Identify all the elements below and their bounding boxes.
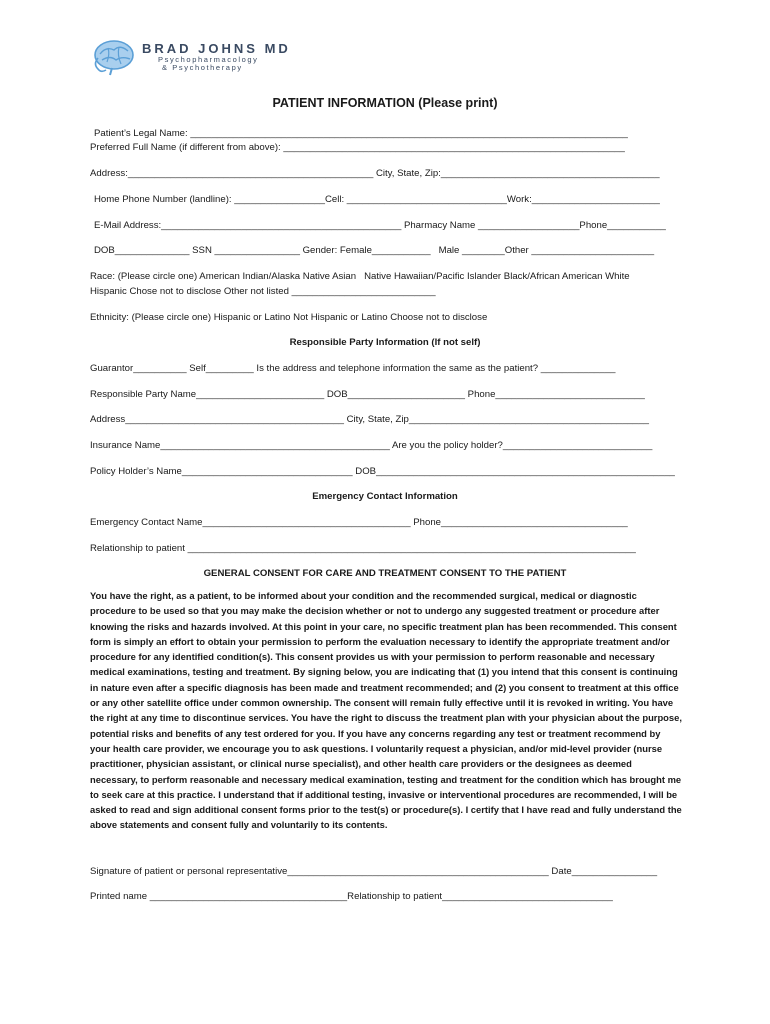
- responsible-party-heading: Responsible Party Information (If not self): [289, 337, 481, 348]
- consent-paragraph: You have the right, as a patient, to be informed about your condition and the recommended surgical, medical or diagnostic procedure to be used so that you may make the decision whether or not to undergo any suggested treatment or procedure after knowing the risks and hazards involved. At this point in your care, no specific treatment plan has been recommended. This consent form is simply an effort to obtain your permission to perform the evaluation necessary to identify the appropriate treatment and/or procedure for any identified condition(s). This consent provides us with your permission to perform reasonable and necessary medical examinations, testing and treatment. By signing below, you are indicating that (1) you intend that this consent is continuing in nature even after a specific diagnosis has been made and treatment recommended; and (2) you consent to treatment at this office or any other satellite office under common ownership. The consent will remain fully effective until it is revoked in writing. You have the right at any time to discontinue services. You have the right to discuss the treatment plan with your physician about the purpose, potential risks and benefits of any test ordered for you. If you have any concerns regarding any test or treatment recommend by your health care provider, we encourage you to ask questions. I voluntarily request a physician, and/or mid-level provider (nurse practitioner, physician assistant, or clinical nurse specialist), and other health care providers or the designees as deemed necessary, to perform reasonable and necessary medical examination, testing and treatment for the condition which has brought me to seek care at this practice. I understand that if additional testing, invasive or interventional procedures are recommended, I will be asked to read and sign additional consent forms prior to the test(s) or procedure(s). I certify that I have read and fully understand the above statements and consent fully and voluntarily to its contents.: [90, 590, 682, 831]
- brand-name: BRAD JOHNS MD: [142, 40, 291, 56]
- race-line-1: Race: (Please circle one) American Indian/Alaska Native Asian Native Hawaiian/Pacific Islander Black/African American White: [90, 271, 630, 282]
- phone-fields[interactable]: Home Phone Number (landline): _________________Cell: ______________________________Work:________________________: [94, 194, 660, 205]
- emergency-contact-heading: Emergency Contact Information: [312, 491, 458, 502]
- guarantor-field[interactable]: Guarantor__________ Self_________ Is the address and telephone information the same as the patient? ______________: [90, 363, 616, 374]
- insurance-field[interactable]: Insurance Name___________________________________________ Are you the policy holder?____________________________: [90, 440, 653, 451]
- brand-subtitle-1: Psychopharmacology: [158, 54, 259, 64]
- responsible-party-name-field[interactable]: Responsible Party Name________________________ DOB______________________ Phone____________________________: [90, 389, 645, 400]
- policy-holder-field[interactable]: Policy Holder’s Name________________________________ DOB________________________________________________________: [90, 466, 675, 477]
- address-field[interactable]: Address:______________________________________________ City, State, Zip:_________________________________________: [90, 168, 660, 179]
- brain-logo-icon: [90, 36, 136, 78]
- signature-field[interactable]: Signature of patient or personal representative_________________________________________________ Date________________: [90, 866, 658, 877]
- race-line-2[interactable]: Hispanic Chose not to disclose Other not listed ___________________________: [90, 286, 436, 297]
- brand-subtitle-2: & Psychotherapy: [162, 63, 243, 72]
- dob-ssn-gender-fields[interactable]: DOB______________ SSN ________________ Gender: Female___________ Male ________Other _______________________: [94, 245, 655, 256]
- relationship-field[interactable]: Relationship to patient ____________________________________________________________________________________: [90, 543, 636, 554]
- legal-name-field[interactable]: Patient’s Legal Name: __________________________________________________________________________________: [94, 128, 628, 139]
- printed-name-field[interactable]: Printed name _____________________________________Relationship to patient________________________________: [90, 891, 613, 902]
- form-title: PATIENT INFORMATION (Please print): [272, 96, 498, 110]
- preferred-name-field[interactable]: Preferred Full Name (if different from above): ________________________________________________________________: [90, 142, 625, 153]
- responsible-address-field[interactable]: Address_________________________________________ City, State, Zip_____________________________________________: [90, 414, 649, 425]
- consent-heading: GENERAL CONSENT FOR CARE AND TREATMENT CONSENT TO THE PATIENT: [203, 568, 567, 579]
- emergency-contact-field[interactable]: Emergency Contact Name_______________________________________ Phone___________________________________: [90, 517, 628, 528]
- email-pharmacy-fields[interactable]: E-Mail Address:_____________________________________________ Pharmacy Name ___________________Phone___________: [94, 220, 666, 231]
- letterhead: [90, 36, 291, 78]
- ethnicity-line: Ethnicity: (Please circle one) Hispanic or Latino Not Hispanic or Latino Choose not to disclose: [90, 312, 488, 323]
